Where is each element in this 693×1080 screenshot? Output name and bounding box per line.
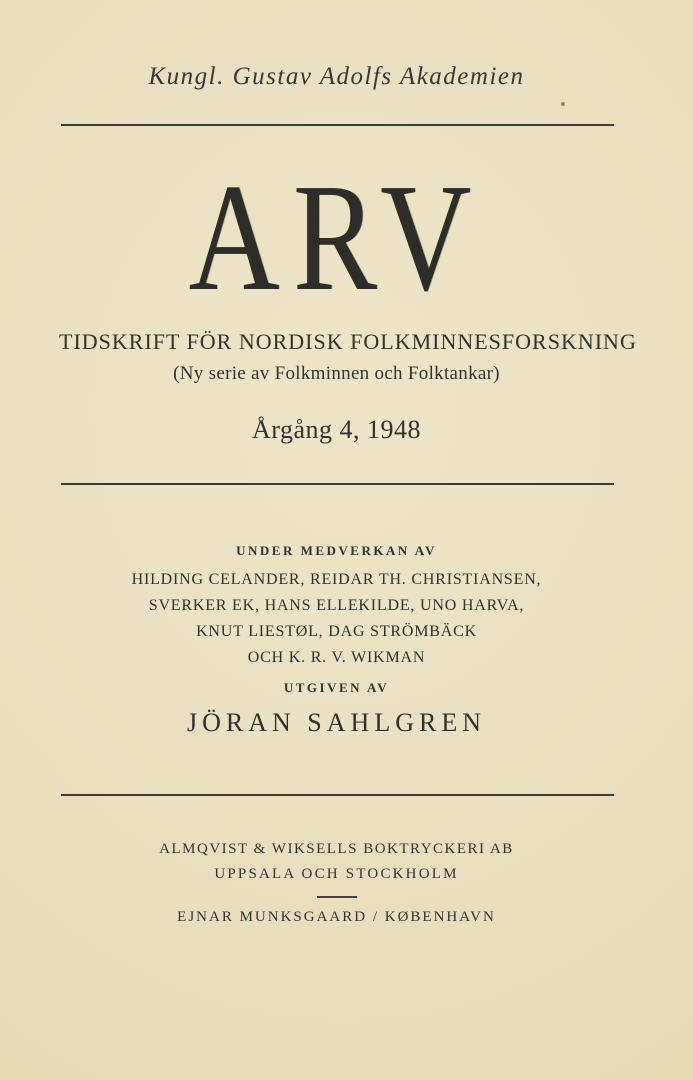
contributor-line: KNUT LIESTØL, DAG STRÖMBÄCK [196, 623, 477, 640]
academy-name: Kungl. Gustav Adolfs Akademien [148, 63, 525, 90]
contributor-line: OCH K. R. V. WIKMAN [247, 649, 426, 666]
imprint-divider [317, 896, 357, 898]
scan-speck [561, 102, 565, 106]
contributor-line: HILDING CELANDER, REIDAR TH. CHRISTIANSEN, [131, 571, 542, 588]
printer-cities: UPPSALA OCH STOCKHOLM [214, 866, 459, 882]
contributors-heading: UNDER MEDVERKAN AV [236, 543, 437, 558]
journal-subtitle: TIDSKRIFT FÖR NORDISK FOLKMINNESFORSKNING [59, 329, 637, 354]
publisher-name: EJNAR MUNKSGAARD / KØBENHAVN [177, 909, 496, 925]
editor-name: JÖRAN SAHLGREN [187, 708, 486, 737]
printer-name: ALMQVIST & WIKSELLS BOKTRYCKERI AB [159, 841, 514, 857]
volume-year: Årgång 4, 1948 [251, 415, 421, 444]
editor-heading: UTGIVEN AV [283, 680, 390, 695]
journal-title: ARV [188, 153, 485, 323]
contributor-line: SVERKER EK, HANS ELLEKILDE, UNO HARVA, [148, 597, 525, 614]
title-page-content [59, 0, 637, 1080]
series-note: (Ny serie av Folkminnen och Folktankar) [173, 363, 500, 384]
middle-rule [61, 483, 614, 485]
bottom-rule [61, 794, 614, 796]
top-rule [61, 124, 614, 126]
contributors-list [59, 567, 614, 671]
